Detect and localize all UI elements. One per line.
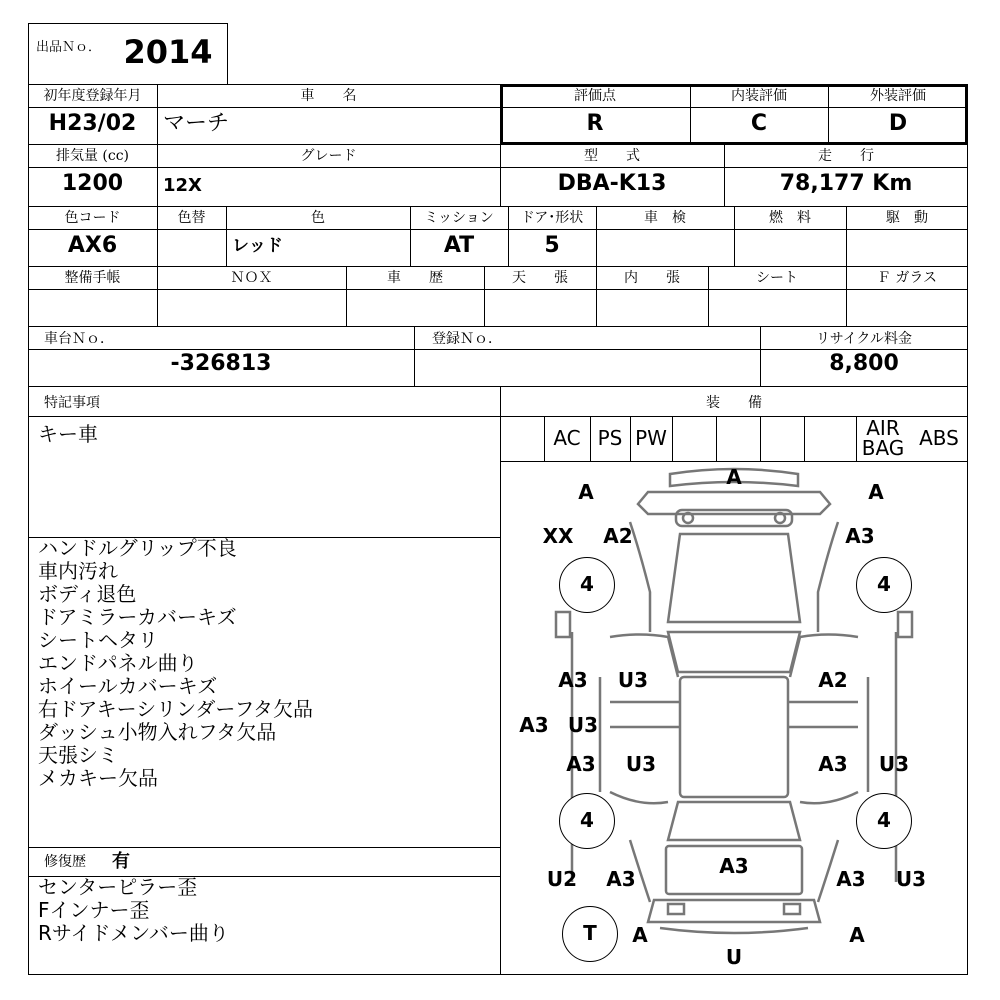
note-line: ハンドルグリップ不良: [38, 536, 237, 560]
drive-label: 駆 動: [886, 210, 928, 226]
tire-rear-right: 4: [856, 793, 912, 849]
mark-left-pillar-a: A3: [519, 713, 549, 737]
model-value: DBA-K13: [557, 171, 667, 196]
grade-label: グレード: [300, 148, 357, 164]
mark-rear-right-corner: A: [849, 923, 865, 947]
mark-left-quarter-a: U2: [546, 867, 578, 891]
equipment-cell: [500, 416, 544, 461]
registration-label: 登録Ｎｏ．: [432, 331, 502, 347]
equipment-divider: [716, 416, 717, 461]
color-code-value: AX6: [67, 233, 118, 258]
note-line: ホイールカバーキズ: [38, 674, 218, 698]
repair-line: Rサイドメンバー曲り: [38, 921, 229, 945]
mark-left-fender-a: XX: [542, 524, 574, 548]
seat-label: シート: [756, 270, 798, 286]
equipment-divider: [760, 416, 761, 461]
history-label: 車 歴: [387, 270, 443, 286]
mark-left-fender-b: A2: [603, 524, 633, 548]
mark-rear-bumper: U: [725, 945, 743, 969]
mark-right-fender: A3: [845, 524, 875, 548]
mark-front-bumper: A: [726, 465, 742, 489]
interior-score-label: 内装評価: [731, 88, 787, 104]
color-change-label: 色替: [177, 210, 206, 226]
chassis-value: -326813: [170, 351, 272, 376]
mark-right-quarter-b: U3: [895, 867, 927, 891]
inspection-label: 車 検: [644, 210, 686, 226]
mark-rear-hatch: A3: [719, 854, 749, 878]
equipment-cell: AIR BAG: [861, 416, 905, 460]
maintenance-label: 整備手帳: [64, 270, 121, 286]
score-label: 評価点: [574, 88, 616, 104]
mark-right-front-door: A2: [818, 668, 848, 692]
car-name-value: マーチ: [163, 111, 230, 136]
equipment-divider: [590, 416, 591, 461]
mark-right-rear-door-b: U3: [878, 752, 910, 776]
note-line: 天張シミ: [38, 743, 118, 767]
mark-left-pillar-b: U3: [567, 713, 599, 737]
recycle-label: リサイクル料金: [815, 331, 913, 347]
mark-left-quarter-b: A3: [606, 867, 636, 891]
equipment-cell: ABS: [919, 426, 959, 450]
equipment-cell: AC: [553, 426, 581, 450]
repair-label: 修復歴: [44, 854, 86, 870]
chassis-label: 車台Ｎｏ．: [44, 331, 114, 347]
exterior-score-value: D: [888, 111, 908, 136]
door-value: 5: [544, 233, 560, 258]
first-reg-label: 初年度登録年月: [43, 88, 142, 104]
notes-top: キー車: [38, 422, 98, 446]
fuel-label: 燃 料: [769, 210, 811, 226]
lot-number: 2014: [123, 33, 213, 71]
mark-left-front-door-b: U3: [617, 668, 649, 692]
displacement-value: 1200: [61, 171, 124, 196]
equipment-label: 装 備: [706, 395, 762, 411]
exterior-score-label: 外装評価: [870, 88, 926, 104]
mark-left-rear-door-b: U3: [625, 752, 657, 776]
mark-left-front-door-a: A3: [558, 668, 588, 692]
equipment-divider: [672, 416, 673, 461]
equipment-cell: PW: [635, 426, 667, 450]
equipment-cell: [716, 416, 760, 461]
recycle-value: 8,800: [829, 351, 899, 376]
nox-label: ＮＯＸ: [230, 270, 273, 286]
grade-value: 12X: [163, 175, 202, 196]
ceiling-label: 天 張: [512, 270, 568, 286]
note-line: ドアミラーカバーキズ: [38, 605, 237, 629]
equipment-divider: [630, 416, 631, 461]
displacement-label: 排気量 (cc): [55, 148, 130, 164]
mark-front-left-corner: A: [578, 480, 594, 504]
note-line: 右ドアキーシリンダーフタ欠品: [38, 697, 313, 721]
color-value: レッド: [232, 236, 283, 256]
tire-rear-left: 4: [559, 793, 615, 849]
equipment-divider: [544, 416, 545, 461]
lot-number-label: 出品Ｎｏ．: [36, 40, 102, 55]
tire-front-left: 4: [559, 557, 615, 613]
mileage-value: 78,177 Km: [779, 171, 913, 196]
equipment-divider: [856, 416, 857, 461]
interior-score-value: C: [750, 111, 768, 136]
note-line: ボディ退色: [38, 582, 137, 606]
tire-front-right: 4: [856, 557, 912, 613]
mission-label: ミッション: [424, 210, 494, 226]
equipment-cell: [760, 416, 804, 461]
note-line: エンドパネル曲り: [38, 651, 198, 675]
model-label: 型 式: [584, 148, 640, 164]
notes-label: 特記事項: [44, 395, 100, 411]
mark-right-rear-door-a: A3: [818, 752, 848, 776]
mission-value: AT: [443, 233, 475, 258]
car-name-label: 車 名: [300, 88, 357, 104]
equipment-cell: [804, 416, 856, 461]
equipment-cell: [672, 416, 716, 461]
repair-line: センターピラー歪: [38, 875, 198, 899]
first-reg-value: H23/02: [48, 111, 137, 136]
repair-value: 有: [112, 851, 130, 872]
interior-lining-label: 内 張: [624, 270, 680, 286]
spare-tire: T: [562, 906, 618, 962]
score-value: R: [586, 111, 604, 136]
mark-right-quarter-a: A3: [836, 867, 866, 891]
mark-left-rear-door-a: A3: [566, 752, 596, 776]
mileage-label: 走 行: [818, 148, 874, 164]
door-label: ドア･形状: [520, 210, 584, 226]
equipment-cell: PS: [597, 426, 623, 450]
repair-line: Fインナー歪: [38, 898, 150, 922]
color-label: 色: [311, 210, 325, 226]
note-line: メカキー欠品: [38, 766, 158, 790]
note-line: ダッシュ小物入れフタ欠品: [38, 720, 277, 744]
mark-rear-left-corner: A: [632, 923, 648, 947]
note-line: シートヘタリ: [38, 628, 158, 652]
mark-front-right-corner: A: [868, 480, 884, 504]
equipment-divider: [804, 416, 805, 461]
f-glass-label: Ｆ ガラス: [876, 270, 938, 286]
note-line: 車内汚れ: [38, 559, 118, 583]
color-code-label: 色コード: [64, 210, 121, 226]
